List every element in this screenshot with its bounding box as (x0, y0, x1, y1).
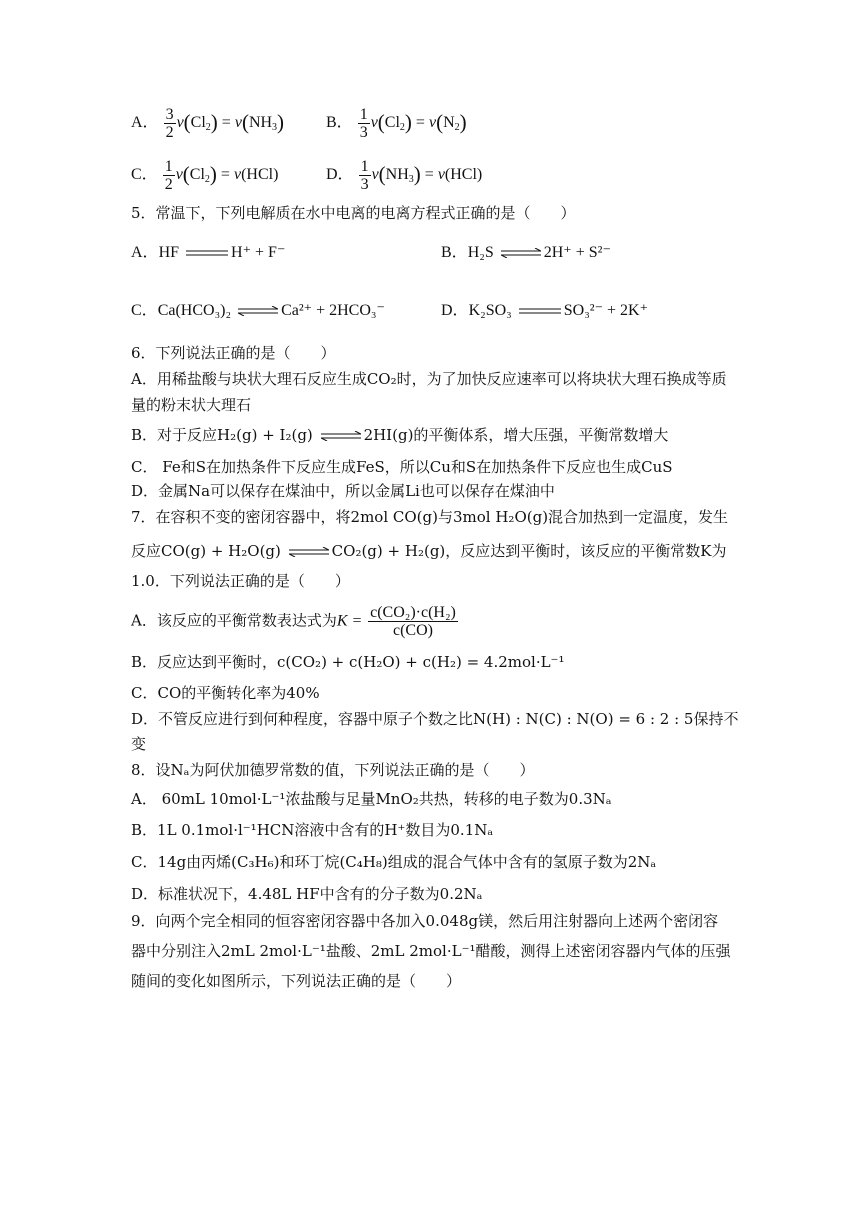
q6-option-d[interactable]: D．金属Na可以保存在煤油中，所以金属Li也可以保存在煤油中 (131, 482, 555, 500)
q4-option-c[interactable]: C． $\frac{1}{2}$ $v(Cl_2) = v(HCl)$ (131, 158, 279, 193)
q5-option-c[interactable]: C．Ca(HCO₃)₂ Ca²⁺ + 2HCO₃⁻ (131, 302, 385, 319)
q8-option-c[interactable]: C．14g由丙烯(C₃H₆)和环丁烷(C₄H₈)组成的混合气体中含有的氢原子数为2Nₐ (131, 853, 657, 871)
q7-stem-line1: 7．在容积不变的密闭容器中，将2mol CO(g)与3mol H₂O(g)混合加热到一定温度，发生 (131, 508, 729, 526)
equilibrium-arrow-icon (238, 306, 278, 316)
q5-stem: 5．常温下，下列电解质在水中电离的电离方程式正确的是（ ） (131, 204, 576, 222)
q4-option-row-ab (131, 106, 284, 141)
q7-stem-line3: 1.0．下列说法正确的是（ ） (131, 572, 350, 590)
q5-option-d[interactable]: D．K₂SO₃ SO₃²⁻ + 2K⁺ (441, 302, 649, 319)
q4-b-fraction: $\frac{1}{3}$ (359, 106, 368, 141)
q7-option-d-line1[interactable]: D．不管反应进行到何种程度，容器中原子个数之比N(H) : N(C) : N(O) = 6 : 2 : 5保持不 (131, 710, 739, 728)
q4-a-fraction: $\frac{3}{2}$ (165, 106, 174, 141)
equals-arrow-icon (519, 307, 561, 315)
q7-option-d-line2: 变 (131, 735, 147, 753)
q7-option-c[interactable]: C．CO的平衡转化率为40% (131, 684, 320, 702)
q4-option-d[interactable]: D． $\frac{1}{3}$ $v(NH_3) = v(HCl)$ (326, 158, 483, 193)
q6-option-b[interactable]: B．对于反应H₂(g) + I₂(g) 2HI(g)的平衡体系，增大压强，平衡常数增大 (131, 426, 669, 444)
k-expression-fraction: $\frac{\text{c(CO₂)·c(H₂)}}{c(CO)}$ (370, 604, 456, 639)
q6-option-a-line1[interactable]: A．用稀盐酸与块状大理石反应生成CO₂时，为了加快反应速率可以将块状大理石换成等质 (131, 370, 727, 388)
q4-option-a[interactable]: A． $\frac{3}{2}$ $v(Cl_2) = v(NH_3)$ (131, 106, 285, 141)
q4-d-fraction: $\frac{1}{3}$ (360, 158, 369, 193)
q9-stem-line3: 随间的变化如图所示，下列说法正确的是（ ） (131, 972, 462, 990)
q6-option-c[interactable]: C． Fe和S在加热条件下反应生成FeS，所以Cu和S在加热条件下反应也生成CuS (131, 458, 673, 476)
equals-arrow-icon (186, 249, 228, 257)
q5-option-a[interactable]: A．HF H⁺ + F⁻ (131, 244, 286, 261)
q5-option-b[interactable]: B．H₂S 2H⁺ + S²⁻ (441, 244, 611, 261)
equilibrium-arrow-icon (289, 547, 329, 557)
q7-stem-line2: 反应CO(g) + H₂O(g) CO₂(g) + H₂(g)，反应达到平衡时，该反应的平衡常数K为 (131, 542, 727, 560)
equilibrium-arrow-icon (501, 248, 541, 258)
equilibrium-arrow-icon (321, 431, 361, 441)
q8-option-b[interactable]: B．1L 0.1mol·l⁻¹HCN溶液中含有的H⁺数目为0.1Nₐ (131, 821, 494, 839)
q9-stem-line2: 器中分别注入2mL 2mol·L⁻¹盐酸、2mL 2mol·L⁻¹醋酸，测得上述密闭容器内气体的压强 (131, 942, 731, 960)
q6-option-a-line2: 量的粉末状大理石 (131, 396, 252, 414)
q8-stem: 8．设Nₐ为阿伏加德罗常数的值，下列说法正确的是（ ） (131, 761, 535, 779)
q9-stem-line1: 9．向两个完全相同的恒容密闭容器中各加入0.048g镁，然后用注射器向上述两个密闭容 (131, 912, 719, 930)
q8-option-d[interactable]: D．标准状况下，4.48L HF中含有的分子数为0.2Nₐ (131, 885, 483, 903)
q7-option-b[interactable]: B．反应达到平衡时，c(CO₂) + c(H₂O) + c(H₂) = 4.2mol·L⁻¹ (131, 653, 565, 671)
q8-option-a[interactable]: A． 60mL 10mol·L⁻¹浓盐酸与足量MnO₂共热，转移的电子数为0.3Nₐ (131, 790, 612, 808)
q6-stem: 6．下列说法正确的是（ ） (131, 344, 336, 362)
q7-option-a[interactable]: A．该反应的平衡常数表达式为K = $\frac{\text{c(CO₂)·c(H₂)}}{c(CO)}$ (131, 604, 456, 639)
q4-c-fraction: $\frac{1}{2}$ (164, 158, 173, 193)
q4-option-b[interactable]: B． $\frac{1}{3}$ $v(Cl_2) = v(N_2)$ (326, 106, 467, 141)
